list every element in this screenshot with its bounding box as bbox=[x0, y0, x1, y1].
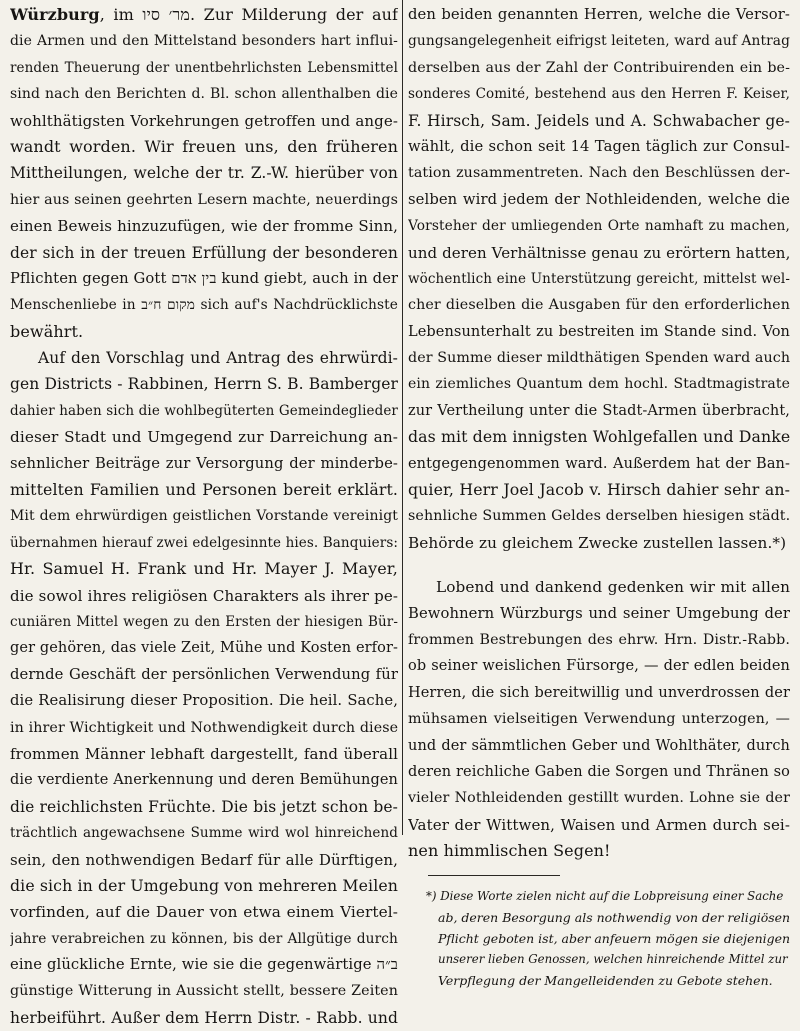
article-continuation bbox=[408, 2, 790, 556]
closing-paragraph bbox=[408, 574, 790, 864]
text-line: sonderes Comité, bestehend aus den Herren F. Keiser, bbox=[408, 86, 790, 103]
text-line: bewährt. bbox=[10, 321, 84, 341]
text-line: das mit dem innigsten Wohlgefallen und Danke bbox=[408, 427, 790, 447]
text-line: nen himmlischen Segen! bbox=[408, 841, 611, 861]
text-line: wöchentlich eine Unterstützung gereicht, mittelst wel- bbox=[408, 270, 790, 287]
text-line: Würzburg, im מר׳ סיו. Zur Milderung der auf bbox=[10, 5, 398, 24]
text-line: Mittheilungen, welche der tr. Z.-W. hierüber von bbox=[10, 164, 398, 183]
article-paragraph-2 bbox=[10, 345, 398, 1031]
text-line: und der sämmtlichen Geber und Wohlthäter, durch bbox=[408, 737, 790, 754]
text-line: Pflichten gegen Gott בין אדם kund giebt, auch in der bbox=[10, 269, 398, 287]
text-line: wählt, die schon seit 14 Tagen täglich zur Consul- bbox=[408, 137, 790, 155]
text-line: selben wird jedem der Nothleidenden, welche die bbox=[408, 190, 790, 208]
text-line: ger gehören, das viele Zeit, Mühe und Kosten erfor- bbox=[10, 640, 398, 657]
text-line: wohlthätigsten Vorkehrungen getroffen und ange- bbox=[10, 111, 398, 130]
text-line: vieler Nothleidenden gestillt wurden. Lohne sie der bbox=[408, 790, 790, 807]
text-line: die sowol ihres religiösen Charakters als ihrer pe- bbox=[10, 586, 398, 605]
text-line: in ihrer Wichtigkeit und Nothwendigkeit durch diese bbox=[10, 719, 398, 736]
footnote-line: ab, deren Besorgung als nothwendig von der religiösen bbox=[438, 909, 790, 925]
text-line: jahre verabreichen zu können, bis der Allgütige durch bbox=[10, 930, 398, 947]
text-line: Herren, die sich bereitwillig und unverdrossen der bbox=[408, 684, 790, 701]
text-line: dieser Stadt und Umgegend zur Darreichung an- bbox=[10, 428, 398, 447]
text-line: eine glückliche Ernte, wie sie die gegenwärtige ב״ה bbox=[10, 956, 398, 974]
text-line: Hr. Samuel H. Frank und Hr. Mayer J. Mayer, bbox=[10, 559, 398, 579]
text-line: entgegengenommen ward. Außerdem hat der Ban- bbox=[408, 455, 790, 472]
text-line: ob seiner weislichen Fürsorge, — der edlen beiden bbox=[408, 658, 790, 675]
text-line: derselben aus der Zahl der Contribuirenden ein be- bbox=[408, 59, 790, 76]
text-line: Mit dem ehrwürdigen geistlichen Vorstande vereinigt bbox=[10, 508, 398, 525]
text-line: tation zusammentreten. Nach den Beschlüssen der- bbox=[408, 165, 790, 182]
text-line: sein, den nothwendigen Bedarf für alle Dürftigen, bbox=[10, 850, 398, 869]
paragraph-gap bbox=[408, 556, 790, 574]
text-line: sehnlicher Beiträge zur Versorgung der minderbe- bbox=[10, 454, 398, 472]
text-line: sehnliche Summen Geldes derselben hiesigen städt. bbox=[408, 508, 790, 525]
text-line: mittelten Familien und Personen bereit erklärt. bbox=[10, 480, 398, 500]
text-line: Menschenliebe in מקום ח״ב sich auf's Nachdrücklichste bbox=[10, 297, 398, 314]
dateline-place: Würzburg bbox=[10, 5, 100, 24]
text-line: und deren Verhältnisse genau zu erörtern hatten, bbox=[408, 243, 790, 262]
footnote-line: *) Diese Worte zielen nicht auf die Lobpreisung einer Sache bbox=[426, 888, 784, 903]
text-line: einen Beweis hinzuzufügen, wie der fromme Sinn, bbox=[10, 217, 398, 236]
text-line: Lobend und dankend gedenken wir mit allen bbox=[436, 578, 790, 597]
text-line: dernde Geschäft der persönlichen Verwendung für bbox=[10, 665, 398, 683]
text-line: Bewohnern Würzburgs und seiner Umgebung der bbox=[408, 604, 790, 622]
column-divider bbox=[402, 0, 403, 835]
text-line: cuniären Mittel wegen zu den Ersten der hiesigen Bür- bbox=[10, 613, 398, 630]
text-line: der sich in der treuen Erfüllung der besonderen bbox=[10, 243, 398, 262]
text-line: die verdiente Anerkennung und deren Bemühungen bbox=[10, 772, 398, 789]
text-line: der Summe dieser mildthätigen Spenden ward auch bbox=[408, 350, 790, 367]
text-line: quier, Herr Joel Jacob v. Hirsch dahier sehr an- bbox=[408, 480, 790, 500]
text-line: die Realisirung dieser Proposition. Die heil. Sache, bbox=[10, 692, 398, 710]
text-line: die reichlichsten Früchte. Die bis jetzt schon be- bbox=[10, 797, 398, 816]
text-line: den beiden genannten Herren, welche die Versor- bbox=[408, 6, 790, 23]
text-line: deren reichliche Gaben die Sorgen und Thränen so bbox=[408, 763, 790, 780]
text-line: herbeiführt. Außer dem Herrn Distr. - Rabb. und bbox=[10, 1008, 398, 1027]
article-paragraph-1 bbox=[10, 2, 398, 345]
right-column bbox=[408, 2, 790, 991]
text-line: frommen Männer lebhaft dargestellt, fand überall bbox=[10, 744, 398, 763]
footnote-line: unserer lieben Genossen, welchen hinreichende Mittel zur bbox=[438, 951, 788, 966]
text-line: übernahmen hierauf zwei edelgesinnte hies. Banquiers: bbox=[10, 534, 398, 551]
text-line: sind nach den Berichten d. Bl. schon allenthalben die bbox=[10, 86, 398, 103]
text-line: F. Hirsch, Sam. Jeidels und A. Schwabacher ge- bbox=[408, 111, 790, 130]
text-line: die sich in der Umgebung von mehreren Meilen bbox=[10, 875, 398, 895]
text-line: Behörde zu gleichem Zwecke zustellen lassen.*) bbox=[408, 533, 787, 552]
text-line: gungsangelegenheit eifrigst leiteten, ward auf Antrag bbox=[408, 33, 790, 50]
text-line: ein ziemliches Quantum dem hochl. Stadtmagistrate bbox=[408, 376, 790, 393]
footnote-line: Verpflegung der Mangelleidenden zu Gebote stehen. bbox=[438, 972, 773, 988]
text-line: mühsamen vielseitigen Verwendung unterzogen, — bbox=[408, 711, 790, 728]
footnote-line: Pflicht geboten ist, aber anfeuern mögen sie diejenigen bbox=[438, 930, 790, 946]
text-line: hier aus seinen geehrten Lesern machte, neuerdings bbox=[10, 191, 398, 208]
text-line: Vorsteher der umliegenden Orte namhaft zu machen, bbox=[408, 218, 790, 235]
text-line: wandt worden. Wir freuen uns, den früheren bbox=[10, 136, 398, 156]
text-line: zur Vertheilung unter die Stadt-Armen überbracht, bbox=[408, 402, 790, 419]
text-line: cher dieselben die Ausgaben für den erforderlichen bbox=[408, 297, 790, 314]
text-line: renden Theuerung der unentbehrlichsten Lebensmittel bbox=[10, 59, 398, 76]
left-column bbox=[10, 2, 398, 1031]
text-line: die Armen und den Mittelstand besonders hart influi- bbox=[10, 33, 398, 50]
text-line: Vater der Wittwen, Waisen und Armen durch sei- bbox=[408, 815, 790, 834]
text-line: vorfinden, auf die Dauer von etwa einem Viertel- bbox=[10, 903, 398, 922]
footnote-divider bbox=[428, 875, 560, 876]
text-line: gen Districts - Rabbinen, Herrn S. B. Bamberger bbox=[10, 375, 398, 394]
footnote bbox=[408, 886, 790, 991]
text-line: trächtlich angewachsene Summe wird wol hinreichend bbox=[10, 825, 398, 842]
text-line: frommen Bestrebungen des ehrw. Hrn. Distr.-Rabb. bbox=[408, 631, 790, 648]
text-line: Lebensunterhalt zu bestreiten im Stande sind. Von bbox=[408, 323, 790, 340]
text-line: dahier haben sich die wohlbegüterten Gemeindeglieder bbox=[10, 402, 398, 419]
text-line: günstige Witterung in Aussicht stellt, bessere Zeiten bbox=[10, 983, 398, 1000]
text-line: Auf den Vorschlag und Antrag des ehrwürdi- bbox=[38, 349, 398, 368]
